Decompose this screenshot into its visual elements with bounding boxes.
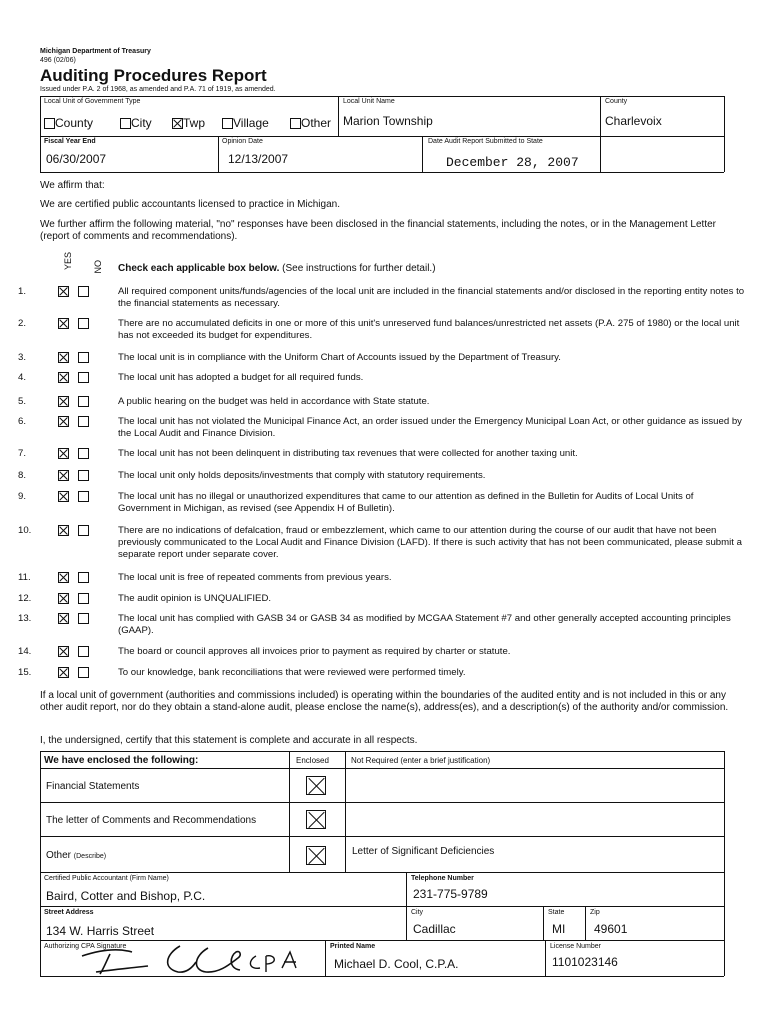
item-text: To our knowledge, bank reconciliations that were reviewed were performed timely. xyxy=(118,667,466,678)
item-text: A public hearing on the budget was held in accordance with State statute. xyxy=(118,396,430,407)
yes-checkbox-checked[interactable] xyxy=(58,448,69,459)
item-number: 11. xyxy=(18,572,31,583)
unit-name-label: Local Unit Name xyxy=(343,98,395,105)
item-number: 1. xyxy=(18,286,27,297)
affirm-line-2: We are certified public accountants licensed to practice in Michigan. xyxy=(40,199,340,210)
item-number: 4. xyxy=(18,372,27,383)
yes-checkbox-checked[interactable] xyxy=(58,396,69,407)
item-text: The local unit has not been delinquent in distributing tax revenues that were collected for another taxing unit. xyxy=(118,448,578,459)
phone-label: Telephone Number xyxy=(411,875,474,882)
enclosed-row-letter-of-comments: The letter of Comments and Recommendations xyxy=(46,815,257,826)
item-text: The audit opinion is UNQUALIFIED. xyxy=(118,593,272,604)
item-text: The board or council approves all invoices prior to payment as required by charter or statute. xyxy=(118,646,511,657)
city-label: City xyxy=(411,909,424,916)
enclosed-row-financial-statements: Financial Statements xyxy=(46,781,140,792)
unit-type-village[interactable]: Village xyxy=(222,116,290,130)
no-checkbox[interactable] xyxy=(78,286,89,297)
license-number-label: License Number xyxy=(550,943,601,950)
department-name: Michigan Department of Treasury xyxy=(40,48,151,55)
item-number: 10. xyxy=(18,525,32,536)
item-text: There are no indications of defalcation, fraud or embezzlement, which came to our attention during the course of our audit that have not been previously communicated to the Local Audit and Finance Division (LAFD). If there is such activity that has not been communicated, please submit a separate report under separate cover. xyxy=(118,525,742,560)
no-checkbox[interactable] xyxy=(78,613,89,624)
unit-type-twp[interactable]: Twp xyxy=(172,116,222,130)
yes-checkbox-checked[interactable] xyxy=(58,646,69,657)
item-text: The local unit has no illegal or unauthorized expenditures that came to our attention as defined in the Bulletin for Audits of Local Units of Government in Michigan, as revised (see Appendix H of Bulletin). xyxy=(118,491,694,514)
issued-note: Issued under P.A. 2 of 1968, as amended and P.A. 71 of 1919, as amended. xyxy=(40,86,276,93)
item-text: There are no accumulated deficits in one or more of this unit's unreserved fund balances/unrestricted net assets (P.A. 275 of 1980) or the local unit has not exceeded its budget for expenditures. xyxy=(118,318,740,341)
yes-checkbox-checked[interactable] xyxy=(58,613,69,624)
yes-checkbox-checked[interactable] xyxy=(58,318,69,329)
checkbox[interactable] xyxy=(290,118,301,129)
item-number: 9. xyxy=(18,491,27,502)
no-checkbox[interactable] xyxy=(78,667,89,678)
county-label: County xyxy=(605,98,628,105)
printed-name-field[interactable]: Michael D. Cool, C.P.A. xyxy=(334,957,459,971)
authority-paragraph: If a local unit of government (authorities and commissions included) is operating within the boundaries of the audited entity and is not included in this or any other audit report, nor do they obtain a stand-alone audit, please enclose the name(s), address(es), and a description(s) of the authority and/or commission. xyxy=(40,690,729,713)
no-checkbox[interactable] xyxy=(78,416,89,427)
unit-type-other[interactable]: Other xyxy=(290,116,331,130)
item-number: 7. xyxy=(18,448,27,459)
item-text: The local unit is in compliance with the Uniform Chart of Accounts issued by the Department of Treasury. xyxy=(118,352,561,363)
yes-checkbox-checked[interactable] xyxy=(58,525,69,536)
state-label: State xyxy=(548,909,565,916)
no-checkbox[interactable] xyxy=(78,525,89,536)
item-number: 14. xyxy=(18,646,32,657)
yes-checkbox-checked[interactable] xyxy=(58,667,69,678)
item-number: 2. xyxy=(18,318,27,329)
not-required-col-header: Not Required (enter a brief justification) xyxy=(351,756,491,765)
fiscal-year-end-label: Fiscal Year End xyxy=(44,138,96,145)
printed-name-label: Printed Name xyxy=(330,943,376,950)
unit-type-county[interactable]: County xyxy=(44,116,120,130)
unit-type-options xyxy=(44,116,331,130)
license-number-field[interactable]: 1101023146 xyxy=(552,955,618,969)
affirm-line-3: We further affirm the following material, "no" responses have been disclosed in the financial statements, including the notes, or in the Management Letter (report of comments and recommendations). xyxy=(40,219,716,242)
enclosed-col-header: Enclosed xyxy=(296,756,329,765)
street-label: Street Address xyxy=(44,909,94,916)
zip-label: Zip xyxy=(590,909,600,916)
item-number: 15. xyxy=(18,667,32,678)
no-checkbox[interactable] xyxy=(78,352,89,363)
no-checkbox[interactable] xyxy=(78,572,89,583)
no-column-label: NO xyxy=(93,260,103,274)
no-checkbox[interactable] xyxy=(78,470,89,481)
firm-name-label: Certified Public Accountant (Firm Name) xyxy=(44,875,169,882)
opinion-date-field[interactable]: 12/13/2007 xyxy=(228,152,289,166)
enclosed-checkbox-financial-statements[interactable] xyxy=(306,776,326,795)
unit-type-label: Local Unit of Government Type xyxy=(44,98,141,105)
item-text: The local unit is free of repeated comments from previous years. xyxy=(118,572,392,583)
yes-checkbox-checked[interactable] xyxy=(58,372,69,383)
opinion-date-label: Opinion Date xyxy=(222,138,263,145)
enclosed-header: We have enclosed the following: xyxy=(44,755,199,766)
item-number: 12. xyxy=(18,593,32,604)
state-field[interactable]: MI xyxy=(552,922,566,936)
checkbox-checked[interactable] xyxy=(172,118,183,129)
signature-label: Authorizing CPA Signature xyxy=(44,943,127,950)
date-submitted-label: Date Audit Report Submitted to State xyxy=(428,138,543,145)
yes-column-label: YES xyxy=(63,252,73,271)
form-number: 496 (02/06) xyxy=(40,57,76,64)
no-checkbox[interactable] xyxy=(78,372,89,383)
yes-checkbox-checked[interactable] xyxy=(58,491,69,502)
item-text: The local unit only holds deposits/investments that comply with statutory requirements. xyxy=(118,470,486,481)
no-checkbox[interactable] xyxy=(78,448,89,459)
fiscal-year-end-field[interactable]: 06/30/2007 xyxy=(46,152,107,166)
certify-statement: I, the undersigned, certify that this statement is complete and accurate in all respects. xyxy=(40,735,418,746)
yes-checkbox-checked[interactable] xyxy=(58,470,69,481)
yes-checkbox-checked[interactable] xyxy=(58,286,69,297)
phone-field[interactable]: 231-775-9789 xyxy=(413,887,488,901)
check-instructions: Check each applicable box below. (See instructions for further detail.) xyxy=(118,263,436,274)
street-field[interactable]: 134 W. Harris Street xyxy=(46,924,155,938)
yes-checkbox-checked[interactable] xyxy=(58,352,69,363)
enclosed-checkbox-letter-of-comments[interactable] xyxy=(306,810,326,829)
checkbox[interactable] xyxy=(222,118,233,129)
firm-name-field[interactable]: Baird, Cotter and Bishop, P.C. xyxy=(46,889,206,903)
item-number: 6. xyxy=(18,416,27,427)
no-checkbox[interactable] xyxy=(78,593,89,604)
unit-type-city[interactable]: City xyxy=(120,116,172,130)
other-justification-field[interactable]: Letter of Significant Deficiencies xyxy=(352,846,495,857)
enclosed-row-other: Other (Describe) xyxy=(46,850,107,861)
no-checkbox[interactable] xyxy=(78,318,89,329)
no-checkbox[interactable] xyxy=(78,491,89,502)
city-field[interactable]: Cadillac xyxy=(413,922,456,936)
yes-checkbox-checked[interactable] xyxy=(58,572,69,583)
item-text: The local unit has adopted a budget for all required funds. xyxy=(118,372,364,383)
checkbox[interactable] xyxy=(44,118,55,129)
no-checkbox[interactable] xyxy=(78,646,89,657)
cpa-signature xyxy=(70,938,300,978)
item-number: 8. xyxy=(18,470,27,481)
unit-name-field[interactable]: Marion Township xyxy=(343,114,433,128)
date-submitted-field[interactable]: December 28, 2007 xyxy=(446,155,579,170)
enclosed-checkbox-other[interactable] xyxy=(306,846,326,865)
item-number: 13. xyxy=(18,613,32,624)
item-number: 5. xyxy=(18,396,27,407)
checkbox[interactable] xyxy=(120,118,131,129)
county-field[interactable]: Charlevoix xyxy=(605,114,662,128)
item-number: 3. xyxy=(18,352,27,363)
yes-checkbox-checked[interactable] xyxy=(58,593,69,604)
yes-checkbox-checked[interactable] xyxy=(58,416,69,427)
no-checkbox[interactable] xyxy=(78,396,89,407)
zip-field[interactable]: 49601 xyxy=(594,922,628,936)
affirm-line-1: We affirm that: xyxy=(40,180,105,191)
page-title: Auditing Procedures Report xyxy=(40,66,267,85)
item-text: The local unit has not violated the Municipal Finance Act, an order issued under the Emergency Municipal Loan Act, or other guidance as issued by the Local Audit and Finance Division. xyxy=(118,416,742,439)
item-text: The local unit has complied with GASB 34 or GASB 34 as modified by MCGAA Statement #7 and other generally accepted accounting principles (GAAP). xyxy=(118,613,731,636)
item-text: All required component units/funds/agencies of the local unit are included in the financial statements and/or disclosed in the reporting entity notes to the financial statements as necessary. xyxy=(118,286,745,309)
